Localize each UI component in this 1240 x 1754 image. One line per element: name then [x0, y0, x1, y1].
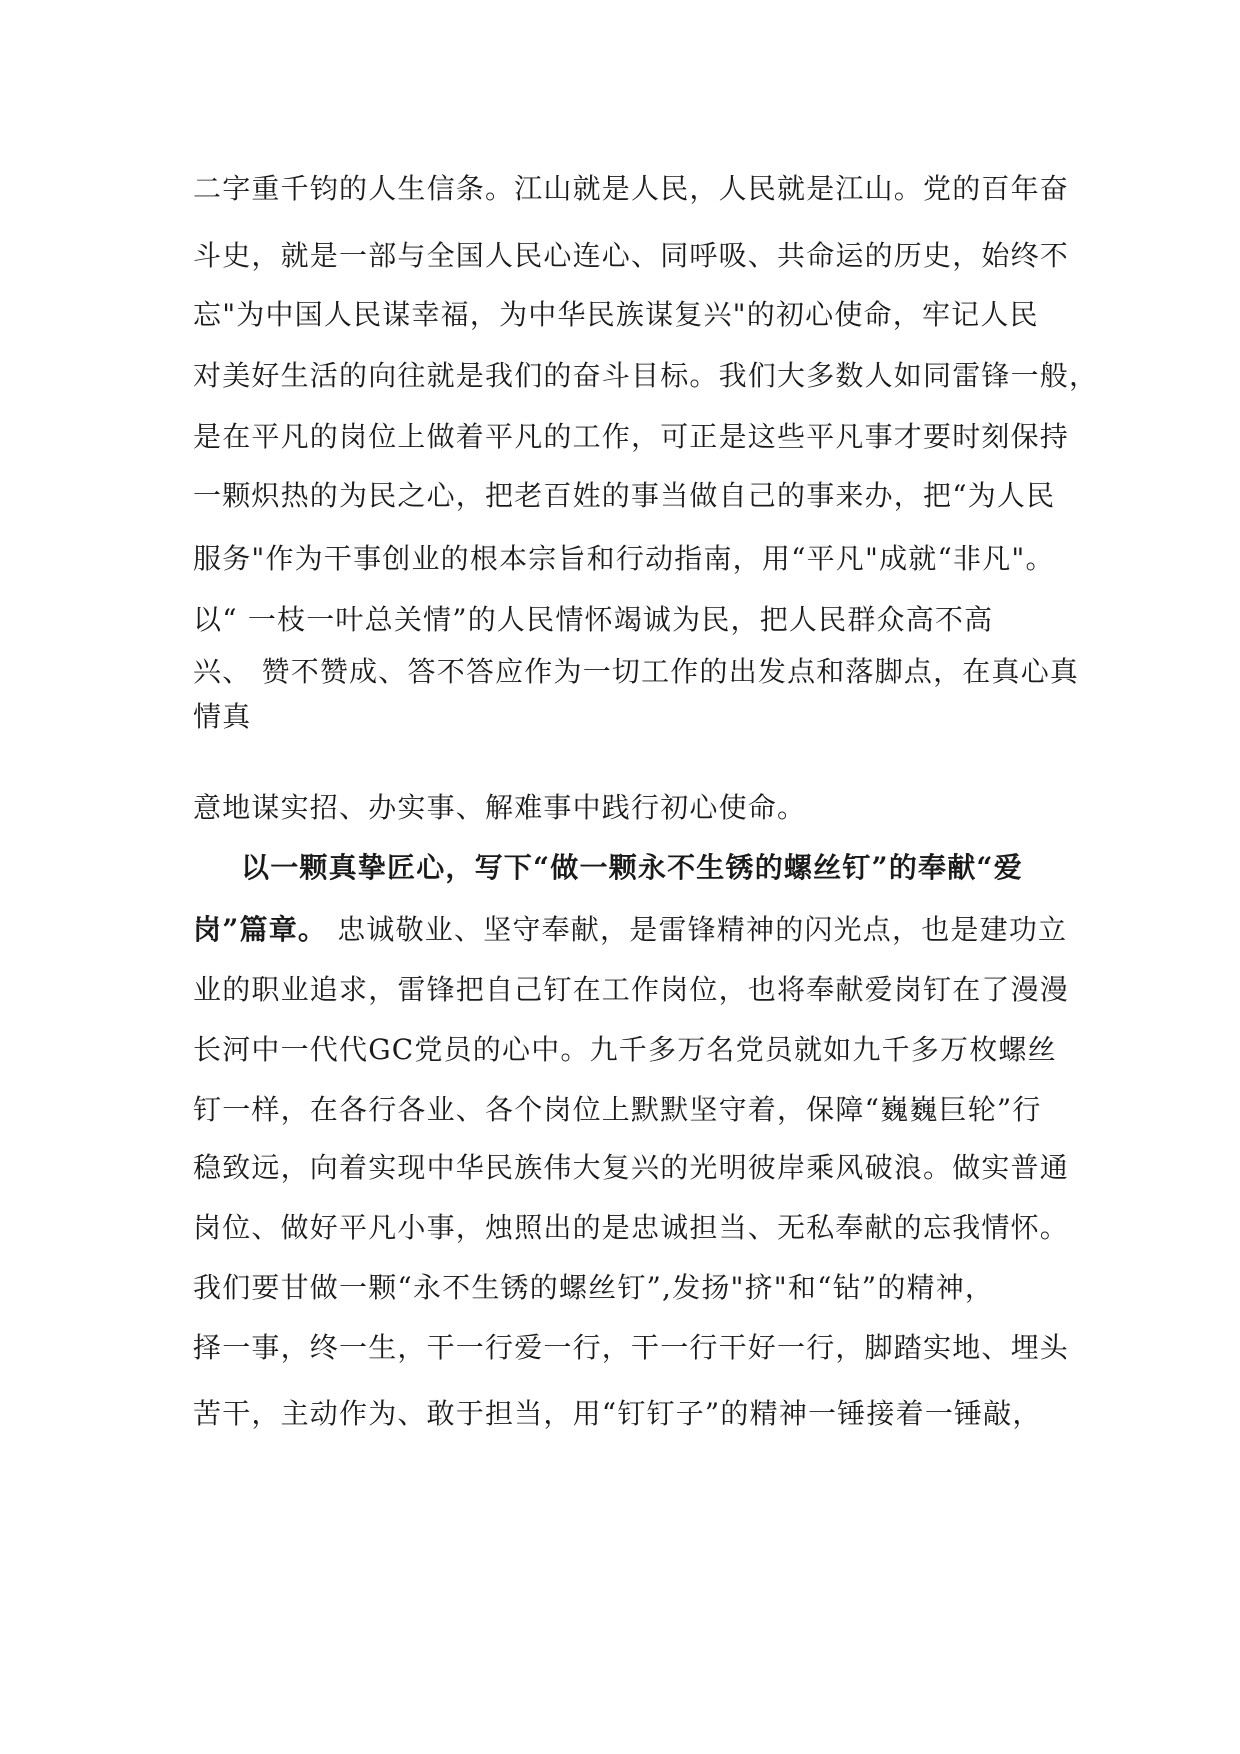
section-heading-end: 岗”篇章。	[193, 913, 328, 946]
text-line: 岗位、做好平凡小事，烛照出的是忠诚担当、无私奉献的忘我情怀。	[193, 1211, 1070, 1244]
text-line: 苦干，主动作为、敢于担当，用“钉钉子”的精神一锤接着一锤敲，	[193, 1397, 1042, 1430]
text-line: 是在平凡的岗位上做着平凡的工作，可正是这些平凡事才要时刻保持	[193, 420, 1070, 453]
text-line: 兴、 赞不赞成、答不答应作为一切工作的出发点和落脚点，在真心真	[193, 655, 1080, 688]
text-line: 二字重千钧的人生信条。江山就是人民，人民就是江山。党的百年奋	[193, 172, 1070, 205]
text-line: 我们要甘做一颗“永不生锈的螺丝钉”,发扬"挤"和“钻”的精神，	[193, 1271, 995, 1304]
text-line: 服务"作为干事创业的根本宗旨和行动指南，用“平凡"成就“非凡"。	[193, 542, 1055, 575]
text-line: 择一事，终一生，干一行爱一行，干一行干好一行，脚踏实地、埋头	[193, 1331, 1070, 1364]
section-heading-continuation	[193, 910, 1073, 950]
text-line: 对美好生活的向往就是我们的奋斗目标。我们大多数人如同雷锋一般，	[193, 359, 1099, 392]
text-line: 意地谋实招、办实事、解难事中践行初心使命。	[193, 791, 807, 824]
text-line: 忘"为中国人民谋幸福，为中华民族谋复兴"的初心使命，牢记人民	[193, 298, 1039, 331]
section-body-start: 忠诚敬业、坚守奉献，是雷锋精神的闪光点，也是建功立	[327, 913, 1068, 946]
text-line: 长河中一代代GC党员的心中。九千多万名党员就如九千多万枚螺丝	[193, 1033, 1057, 1066]
text-line: 钉一样，在各行各业、各个岗位上默默坚守着，保障“巍巍巨轮”行	[193, 1093, 1042, 1126]
text-line: 一颗炽热的为民之心，把老百姓的事当做自己的事来办，把“为人民	[193, 479, 1056, 512]
text-line: 业的职业追求，雷锋把自己钉在工作岗位，也将奉献爱岗钉在了漫漫	[193, 973, 1070, 1006]
text-line: 斗史，就是一部与全国人民心连心、同呼吸、共命运的历史，始终不	[193, 239, 1070, 272]
section-heading: 以一颗真挚匠心，写下“做一颗永不生锈的螺丝钉”的奉献“爱	[241, 851, 1023, 884]
text-line: 以“ 一枝一叶总关情”的人民情怀竭诚为民，把人民群众高不高	[193, 603, 994, 636]
text-line: 情真	[193, 700, 252, 733]
text-line: 稳致远，向着实现中华民族伟大复兴的光明彼岸乘风破浪。做实普通	[193, 1151, 1070, 1184]
